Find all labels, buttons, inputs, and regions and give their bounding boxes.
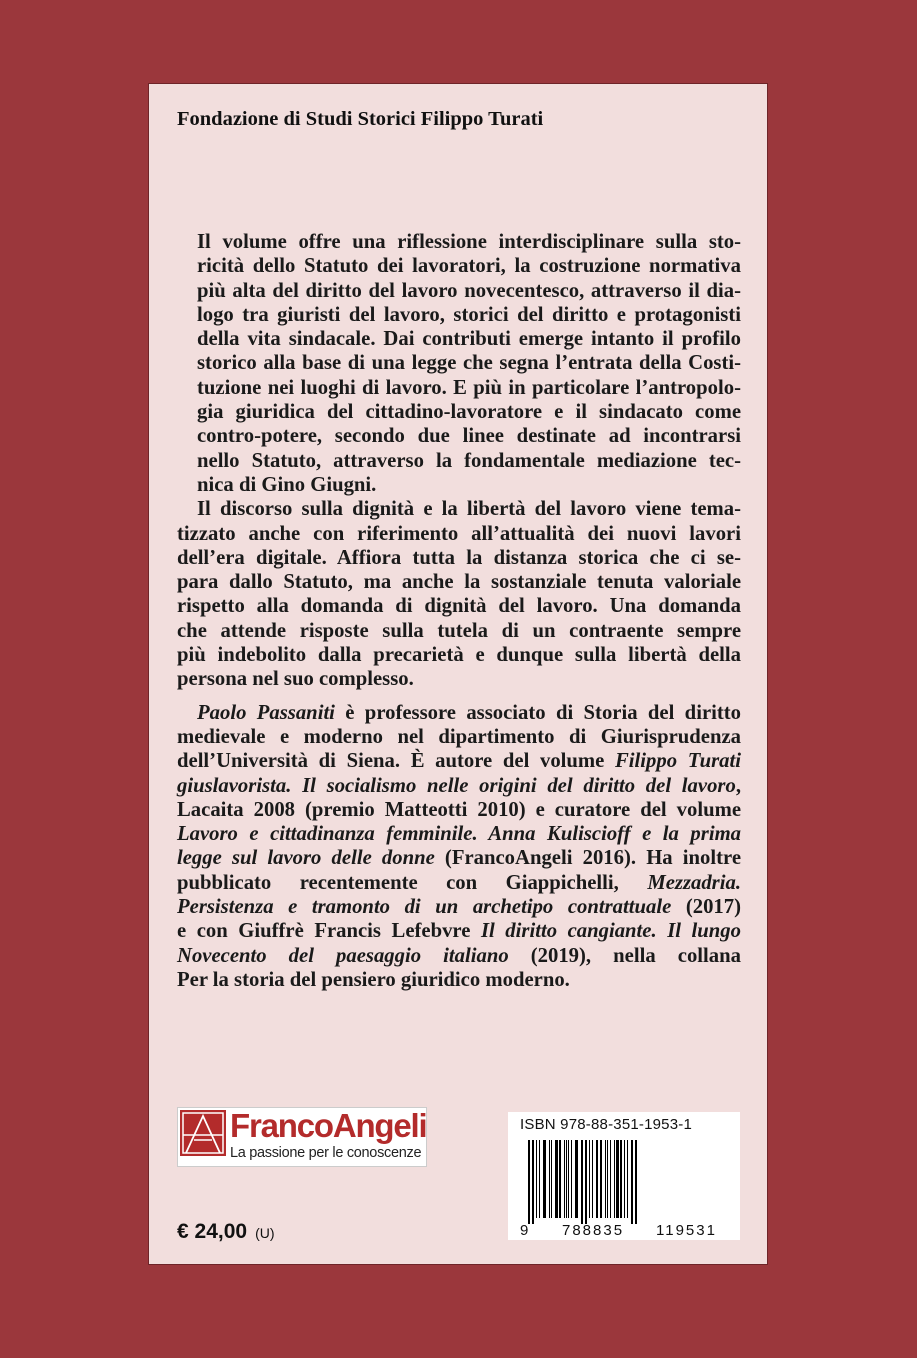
text-fragment: (FrancoAngeli 2016). Ha inoltre xyxy=(434,847,741,870)
barcode-right-digits: 119531 xyxy=(656,1222,717,1239)
publisher-emblem-icon xyxy=(180,1110,226,1156)
text-line xyxy=(177,701,741,725)
text-line: della vita sindacale. Dai contributi emerge intanto il profilo xyxy=(197,328,741,351)
publisher-tagline: La passione per le conoscenze xyxy=(230,1145,422,1161)
text-line xyxy=(177,871,741,895)
text-line: para dallo Statuto, ma anche la sostanziale tenuta valoriale xyxy=(177,571,741,594)
barcode-bar xyxy=(605,1140,606,1218)
barcode-bar xyxy=(589,1140,590,1218)
barcode-bar xyxy=(564,1140,565,1218)
barcode-bar xyxy=(559,1140,561,1218)
series-title: Fondazione di Studi Storici Filippo Turati xyxy=(177,108,544,130)
text-fragment: , xyxy=(735,774,741,797)
text-line: gia giuridica del cittadino-lavoratore e il sindacato come xyxy=(197,401,741,424)
price xyxy=(177,1220,275,1244)
book-title: Mezzadria. xyxy=(647,871,741,894)
barcode-bar xyxy=(616,1140,619,1218)
text-line: logo tra giuristi del lavoro, storici del diritto e protagonisti xyxy=(197,303,741,326)
book-title: Filippo Turati xyxy=(615,750,741,773)
text-line xyxy=(177,944,741,968)
text-line: Lacaita 2008 (premio Matteotti 2010) e curatore del volume xyxy=(177,798,741,821)
paragraph-1 xyxy=(177,230,741,497)
barcode-bar xyxy=(581,1140,583,1224)
barcode-bar xyxy=(532,1140,534,1224)
text-line: ricità dello Statuto dei lavoratori, la costruzione normativa xyxy=(197,255,741,278)
text-line: più alta del diritto del lavoro novecentesco, attraverso il dia- xyxy=(197,279,741,302)
barcode-bar xyxy=(543,1140,546,1218)
price-code: (U) xyxy=(255,1225,275,1241)
text-line: medievale e moderno nel dipartimento di Giurisprudenza xyxy=(177,725,741,748)
barcode-bar xyxy=(631,1140,633,1224)
text-line xyxy=(177,846,741,870)
book-title: legge sul lavoro delle donne xyxy=(177,847,435,870)
barcode-bar xyxy=(600,1140,602,1218)
text-line: nello Statuto, attraverso la fondamentale mediazione tec- xyxy=(197,449,741,472)
barcode-bar xyxy=(627,1140,628,1218)
text-line: Il volume offre una riflessione interdisciplinare sulla sto- xyxy=(197,231,741,253)
text-fragment: pubblicato recentemente con Giappichelli, xyxy=(177,871,648,894)
price-value: € 24,00 xyxy=(177,1220,248,1243)
book-title: Lavoro e cittadinanza femminile. Anna Kuliscioff e la prima xyxy=(177,823,741,846)
text-line xyxy=(177,895,741,919)
text-line xyxy=(177,822,741,846)
text-line: contro-potere, secondo due linee destinate ad incontrarsi xyxy=(197,425,741,448)
text-line: Per la storia del pensiero giuridico moderno. xyxy=(177,968,570,991)
barcode-bar xyxy=(635,1140,637,1224)
barcode-bar xyxy=(614,1140,615,1218)
barcode-bar xyxy=(620,1140,622,1218)
text-line: tuzione nei luoghi di lavoro. E più in particolare l’antropolo- xyxy=(197,376,741,399)
barcode-bar xyxy=(566,1140,567,1218)
barcode-bar xyxy=(551,1140,552,1218)
publisher-logo xyxy=(177,1107,427,1167)
barcode-bar xyxy=(575,1140,578,1218)
text-panel xyxy=(148,83,768,1265)
author-name: Paolo Passaniti xyxy=(197,701,335,724)
book-title: Persistenza e tramonto di un archetipo contrattuale xyxy=(177,896,672,919)
barcode xyxy=(508,1112,740,1240)
barcode-bar xyxy=(607,1140,608,1218)
barcode-bar xyxy=(571,1140,572,1218)
barcode-bar xyxy=(592,1140,593,1218)
barcode-bar xyxy=(555,1140,558,1218)
barcode-bar xyxy=(528,1140,530,1224)
text-fragment: (2017) xyxy=(671,896,741,919)
text-line: che attende risposte sulla tutela di un contraente sempre xyxy=(177,619,741,642)
text-fragment: (2019), nella collana xyxy=(508,944,741,967)
text-line: dell’era digitale. Affiora tutta la distanza storica che ci se- xyxy=(177,546,741,569)
barcode-first-digit: 9 xyxy=(520,1222,529,1239)
text-line: più indebolito dalla precarietà e dunque sulla libertà della xyxy=(177,644,741,667)
barcode-bar xyxy=(549,1140,550,1218)
isbn-label: ISBN 978-88-351-1953-1 xyxy=(520,1116,693,1133)
barcode-left-digits: 788835 xyxy=(562,1222,625,1239)
author-bio xyxy=(177,701,741,993)
text-fragment: e con Giuffrè Francis Lefebvre xyxy=(177,920,481,943)
barcode-bar xyxy=(610,1140,611,1218)
barcode-bar xyxy=(596,1140,598,1218)
text-line: rispetto alla domanda di dignità del lavoro. Una domanda xyxy=(177,595,741,618)
book-title: Il diritto cangiante. Il lungo xyxy=(480,920,741,943)
text-line: storico alla base di una legge che segna l’entrata della Costi- xyxy=(197,352,741,375)
text-line: nica di Gino Giugni. xyxy=(197,473,377,496)
book-title: Novecento del paesaggio italiano xyxy=(177,944,509,967)
text-line xyxy=(177,919,741,943)
barcode-bar xyxy=(585,1140,587,1224)
publisher-name: FrancoAngeli xyxy=(230,1107,427,1144)
book-title: giuslavorista. Il socialismo nelle origini del diritto del lavoro xyxy=(177,774,736,797)
text-line: Il discorso sulla dignità e la libertà del lavoro viene tema- xyxy=(197,498,741,521)
barcode-bar xyxy=(536,1140,537,1218)
description xyxy=(177,230,741,992)
text-line xyxy=(177,774,741,798)
text-line: tizzato anche con riferimento all’attualità dei nuovi lavori xyxy=(177,522,741,545)
text-line xyxy=(177,749,741,773)
barcode-bar xyxy=(568,1140,569,1218)
text-fragment: è professore associato di Storia del diritto xyxy=(334,701,741,724)
barcode-bar xyxy=(539,1140,540,1218)
paragraph-2 xyxy=(177,497,741,691)
barcode-bar xyxy=(624,1140,625,1218)
text-fragment: dell’Università di Siena. È autore del volume xyxy=(177,750,615,773)
barcode-bars xyxy=(520,1140,728,1224)
text-line: persona nel suo complesso. xyxy=(177,668,414,691)
